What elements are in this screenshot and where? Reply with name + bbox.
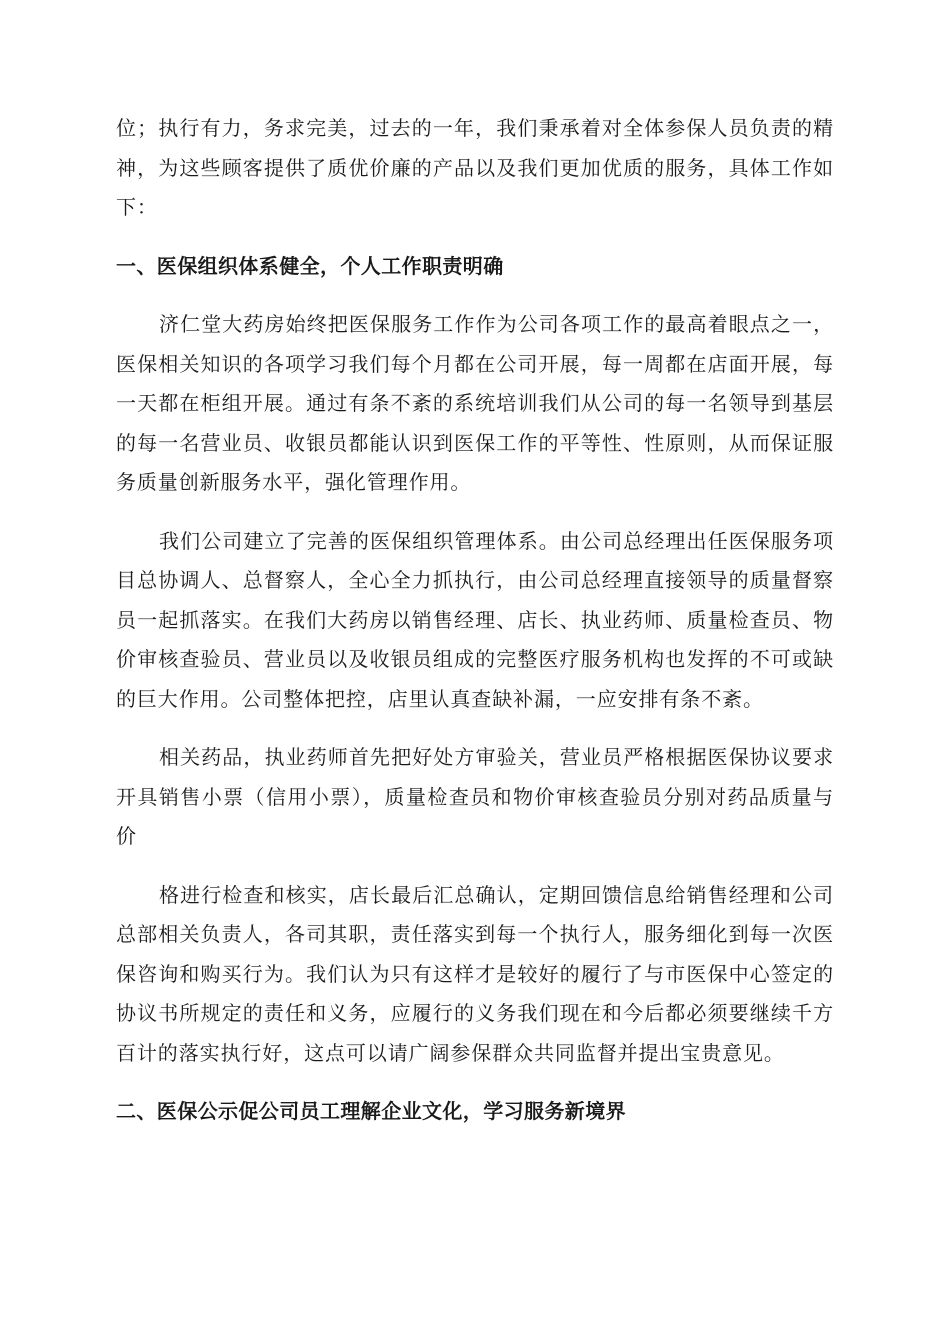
paragraph-intro-continuation: 位；执行有力，务求完美，过去的一年，我们秉承着对全体参保人员负责的精神，为这些顾客提供了质优价廉的产品以及我们更加优质的服务，具体工作如下：: [116, 116, 834, 219]
section-heading-1: 一、医保组织体系健全，个人工作职责明确: [116, 253, 504, 278]
paragraph-management-system: 我们公司建立了完善的医保组织管理体系。由公司总经理出任医保服务项目总协调人、总督察人，全心全力抓执行，由公司总经理直接领导的质量督察员一起抓落实。在我们大药房以销售经理、店长、执业药师、质量检查员、物价审核查验员、营业员以及收银员组成的完整医疗服务机构也发挥的不可或缺的巨大作用。公司整体把控，店里认真查缺补漏，一应安排有条不紊。: [116, 528, 834, 711]
document-body: [116, 109, 834, 1151]
paragraph-training: 济仁堂大药房始终把医保服务工作作为公司各项工作的最高着眼点之一，医保相关知识的各项学习我们每个月都在公司开展，每一周都在店面开展，每一天都在柜组开展。通过有条不紊的系统培训我们从公司的每一名领导到基层的每一名营业员、收银员都能认识到医保工作的平等性、性原则，从而保证服务质量创新服务水平，强化管理作用。: [116, 312, 834, 494]
paragraph-price-verification: 格进行检查和核实，店长最后汇总确认，定期回馈信息给销售经理和公司总部相关负责人，各司其职，责任落实到每一个执行人，服务细化到每一次医保咨询和购买行为。我们认为只有这样才是较好的履行了与市医保中心签定的协议书所规定的责任和义务，应履行的义务我们现在和今后都必须要继续千方百计的落实执行好，这点可以请广阔参保群众共同监督并提出宝贵意见。: [116, 882, 834, 1065]
section-heading-2: 二、医保公示促公司员工理解企业文化，学习服务新境界: [116, 1099, 626, 1123]
paragraph-prescription-review: 相关药品，执业药师首先把好处方审验关，营业员严格根据医保协议要求开具销售小票（信用小票），质量检查员和物价审核查验员分别对药品质量与价: [116, 745, 834, 848]
